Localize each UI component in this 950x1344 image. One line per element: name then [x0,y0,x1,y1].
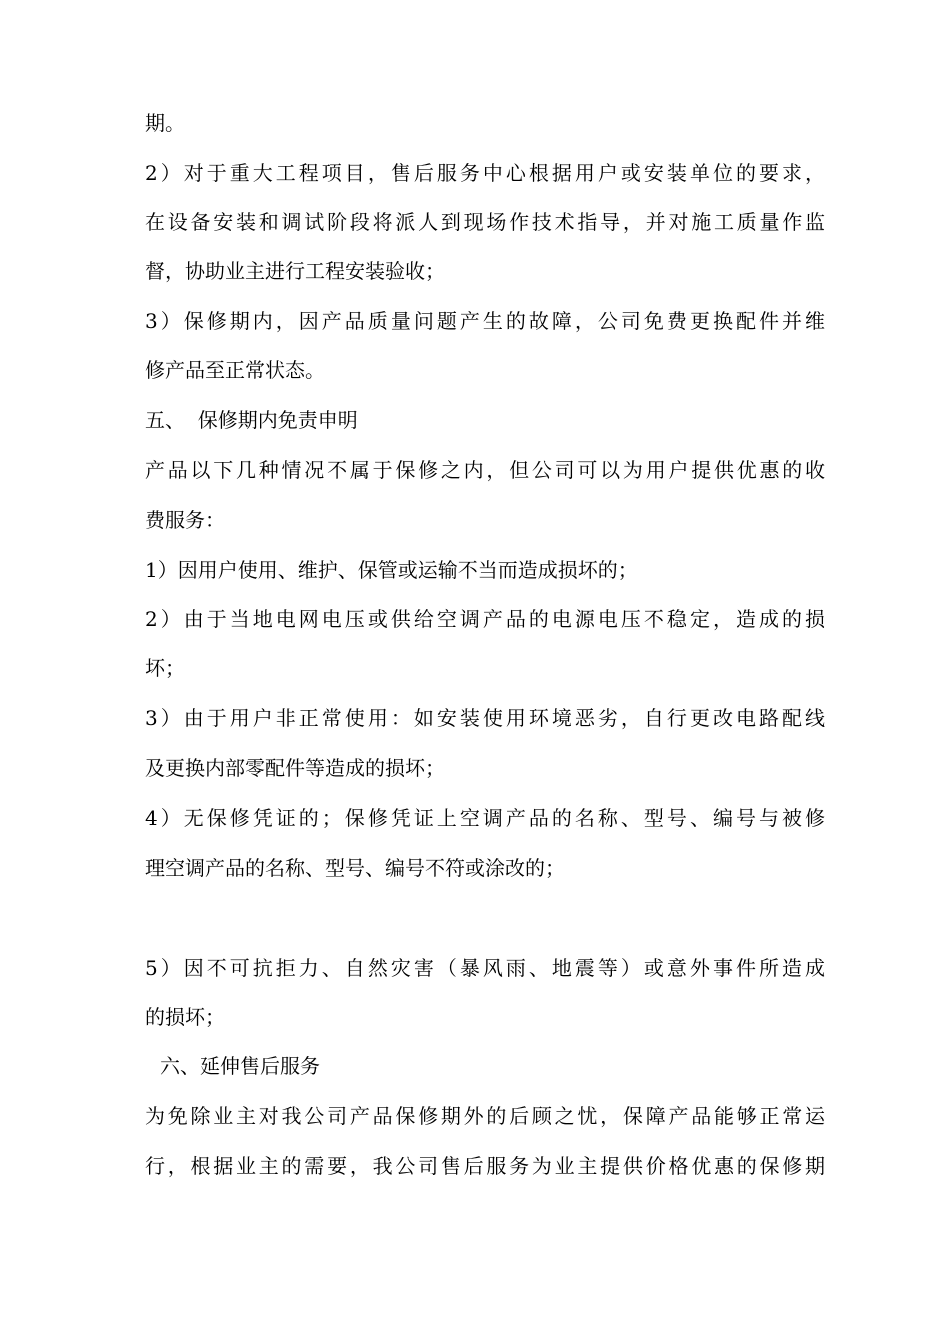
paragraph-line: 行，根据业主的需要，我公司售后服务为业主提供价格优惠的保修期 [145,1154,825,1178]
paragraph-line: 理空调产品的名称、型号、编号不符或涂改的； [145,856,565,880]
paragraph-line: 5）因不可抗拒力、自然灾害（暴风雨、地震等）或意外事件所造成 [145,956,825,980]
paragraph-line: 期。 [145,111,185,135]
paragraph-line: 产品以下几种情况不属于保修之内，但公司可以为用户提供优惠的收 [145,458,825,482]
section-heading: 五、 保修期内免责申明 [145,408,358,432]
paragraph-line: 为免除业主对我公司产品保修期外的后顾之忧，保障产品能够正常运 [145,1104,825,1128]
paragraph-line: 2）由于当地电网电压或供给空调产品的电源电压不稳定，造成的损 [145,607,825,631]
paragraph-line: 4）无保修凭证的；保修凭证上空调产品的名称、型号、编号与被修 [145,806,825,830]
paragraph-line: 的损坏； [145,1005,225,1029]
paragraph-line: 2）对于重大工程项目，售后服务中心根据用户或安装单位的要求， [145,161,825,185]
paragraph-line: 及更换内部零配件等造成的损坏； [145,756,445,780]
paragraph-line: 在设备安装和调试阶段将派人到现场作技术指导，并对施工质量作监 [145,210,825,234]
paragraph-line: 3）保修期内，因产品质量问题产生的故障，公司免费更换配件并维 [145,309,825,333]
section-heading: 六、延伸售后服务 [160,1054,320,1078]
paragraph-line: 费服务： [145,508,225,532]
paragraph-line: 修产品至正常状态。 [145,358,325,382]
paragraph-line: 坏； [145,656,185,680]
paragraph-line: 3）由于用户非正常使用：如安装使用环境恶劣，自行更改电路配线 [145,706,825,730]
paragraph-line: 督，协助业主进行工程安装验收； [145,259,445,283]
paragraph-line: 1）因用户使用、维护、保管或运输不当而造成损坏的； [145,558,638,582]
